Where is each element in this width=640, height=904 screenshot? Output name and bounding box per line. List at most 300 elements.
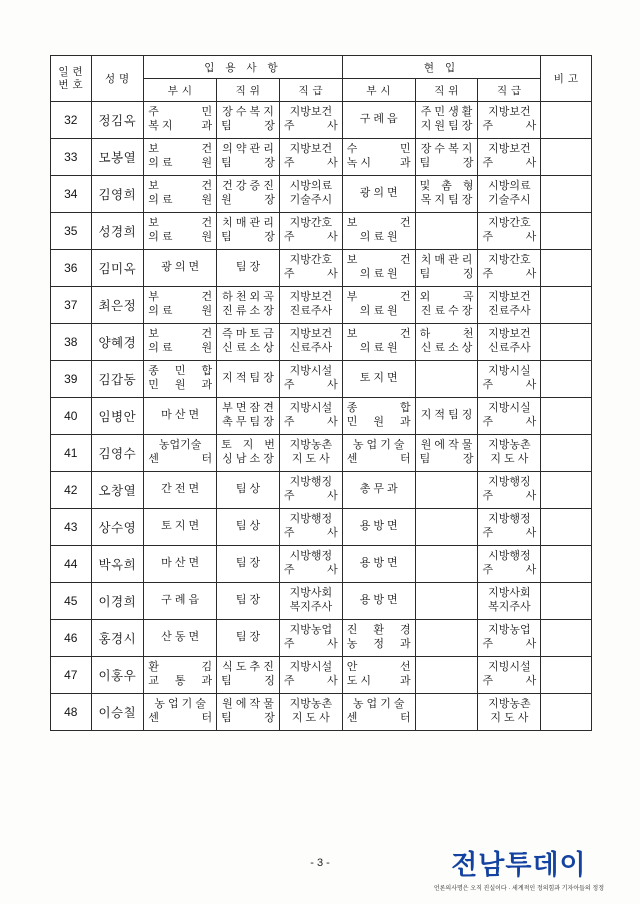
cell-after-rank bbox=[478, 324, 541, 361]
cell-after-position-content bbox=[416, 409, 478, 423]
cell-serial-no: 32 bbox=[51, 102, 92, 139]
cell-after-rank-line: 시방행정 bbox=[488, 550, 531, 563]
cell-after-position-line: 원 에 작 물 bbox=[420, 439, 473, 452]
cell-before-rank-line: 주 사 bbox=[283, 120, 338, 132]
cell-after-rank-line: 지방보건 bbox=[488, 143, 531, 156]
cell-before-rank-line: 시방행정 bbox=[289, 550, 333, 563]
cell-before-org-content bbox=[144, 520, 216, 534]
cell-after-rank-content bbox=[478, 439, 540, 467]
cell-after-position bbox=[415, 694, 478, 731]
cell-after-position bbox=[415, 213, 478, 250]
cell-name: 최은정 bbox=[91, 287, 144, 324]
cell-before-position bbox=[217, 102, 280, 139]
cell-before-position bbox=[217, 472, 280, 509]
cell-after-rank-content bbox=[478, 106, 540, 134]
cell-after-org-content bbox=[343, 439, 415, 467]
cell-after-position-content bbox=[416, 180, 478, 208]
cell-before-position bbox=[217, 361, 280, 398]
cell-before-position-line: 팀 상 bbox=[235, 483, 261, 496]
cell-name: 김갑동 bbox=[91, 361, 144, 398]
cell-name: 정김옥 bbox=[91, 102, 144, 139]
roster-table-container bbox=[50, 55, 592, 731]
cell-before-rank bbox=[279, 176, 342, 213]
cell-before-position bbox=[217, 176, 280, 213]
cell-before-position-line: 팀 장 bbox=[235, 594, 261, 607]
cell-after-rank bbox=[478, 213, 541, 250]
cell-after-org-line: 보 건 bbox=[346, 217, 411, 230]
cell-after-rank-line: 지방농업 bbox=[488, 624, 531, 637]
cell-before-org-content bbox=[144, 409, 216, 423]
cell-before-position-line: 팀 장 bbox=[221, 120, 275, 132]
cell-after-rank bbox=[478, 250, 541, 287]
cell-before-org-line: 산 동 면 bbox=[161, 631, 200, 644]
cell-after-rank-content bbox=[478, 587, 540, 615]
cell-memo bbox=[541, 398, 592, 435]
cell-before-rank-line: 주 사 bbox=[283, 416, 338, 428]
table-row bbox=[51, 213, 592, 250]
cell-before-rank-content bbox=[280, 328, 342, 356]
cell-after-rank-line: 지방행징 bbox=[488, 476, 531, 489]
cell-memo bbox=[541, 361, 592, 398]
cell-after-org-line: 민 원 과 bbox=[346, 416, 411, 428]
cell-memo bbox=[541, 546, 592, 583]
table-row bbox=[51, 324, 592, 361]
cell-before-org-line: 마 산 면 bbox=[161, 409, 200, 422]
cell-before-org-content bbox=[144, 261, 216, 275]
cell-before-position bbox=[217, 620, 280, 657]
cell-before-position-content bbox=[217, 143, 279, 171]
cell-before-org bbox=[144, 472, 217, 509]
cell-before-position-content bbox=[217, 557, 279, 571]
cell-after-org-line: 안 선 bbox=[346, 661, 411, 674]
cell-before-rank-line: 복지주사 bbox=[289, 601, 333, 613]
cell-before-position-line: 팀 장 bbox=[235, 557, 261, 570]
cell-before-position bbox=[217, 509, 280, 546]
cell-after-rank-content bbox=[478, 513, 540, 541]
cell-before-rank-content bbox=[280, 365, 342, 393]
cell-before-rank-line: 지방시설 bbox=[289, 365, 333, 378]
cell-after-rank-line: 기술주시 bbox=[488, 194, 531, 206]
cell-before-rank-line: 지 도 사 bbox=[291, 712, 330, 724]
cell-after-position-line: 하 천 bbox=[419, 328, 474, 341]
cell-before-org-line: 보 건 bbox=[148, 328, 213, 341]
cell-after-rank-line: 지방사회 bbox=[488, 587, 531, 600]
cell-before-position-line: 원 장 bbox=[221, 194, 275, 206]
table-row bbox=[51, 435, 592, 472]
header-name: 성 명 bbox=[91, 56, 144, 102]
cell-before-org bbox=[144, 139, 217, 176]
cell-before-org-line: 센 터 bbox=[148, 712, 213, 724]
cell-before-org-line: 농 업 기 술 bbox=[154, 698, 206, 711]
cell-before-position bbox=[217, 657, 280, 694]
cell-before-rank-line: 지방간호 bbox=[289, 254, 333, 267]
cell-before-rank-content bbox=[280, 143, 342, 171]
cell-after-org-content bbox=[343, 594, 415, 608]
cell-serial-no: 35 bbox=[51, 213, 92, 250]
cell-after-org bbox=[342, 435, 415, 472]
cell-before-rank bbox=[279, 213, 342, 250]
cell-name: 김미옥 bbox=[91, 250, 144, 287]
cell-after-org-content bbox=[343, 187, 415, 201]
cell-before-rank bbox=[279, 509, 342, 546]
cell-before-org-line: 민 원 과 bbox=[148, 379, 213, 391]
cell-after-org-content bbox=[343, 624, 415, 652]
cell-before-rank-line: 지방행징 bbox=[289, 476, 333, 489]
cell-name: 홍경시 bbox=[91, 620, 144, 657]
cell-before-position-line: 팀 장 bbox=[235, 261, 261, 274]
cell-after-rank-content bbox=[478, 476, 540, 504]
cell-before-position-content bbox=[217, 698, 279, 726]
cell-after-rank-line: 지방보건 bbox=[488, 106, 531, 119]
cell-before-org-line: 간 전 면 bbox=[161, 483, 200, 496]
cell-after-position bbox=[415, 546, 478, 583]
cell-before-rank bbox=[279, 620, 342, 657]
table-row bbox=[51, 287, 592, 324]
cell-memo bbox=[541, 435, 592, 472]
cell-after-org-line: 의 료 원 bbox=[359, 268, 398, 280]
cell-before-position-line: 팀 징 bbox=[221, 675, 275, 687]
cell-serial-no: 33 bbox=[51, 139, 92, 176]
cell-after-org bbox=[342, 620, 415, 657]
cell-before-org-content bbox=[144, 291, 216, 319]
cell-after-org-line: 도 시 과 bbox=[346, 675, 411, 687]
cell-before-position-content bbox=[217, 631, 279, 645]
cell-before-org-line: 광 의 면 bbox=[161, 261, 200, 274]
cell-before-rank-content bbox=[280, 550, 342, 578]
cell-after-position-line: 지 원 팀 장 bbox=[420, 120, 473, 132]
cell-before-org-line: 구 례 읍 bbox=[161, 594, 200, 607]
cell-memo bbox=[541, 139, 592, 176]
cell-after-rank-line: 지방보건 bbox=[488, 328, 531, 341]
cell-serial-no: 41 bbox=[51, 435, 92, 472]
cell-before-position-content bbox=[217, 328, 279, 356]
cell-before-rank-content bbox=[280, 476, 342, 504]
cell-before-position-line: 팀 상 bbox=[235, 520, 261, 533]
cell-before-rank-line: 주 사 bbox=[283, 490, 338, 502]
cell-before-position-line: 팀 장 bbox=[235, 631, 261, 644]
cell-before-position-line: 건 강 증 진 bbox=[222, 180, 274, 193]
table-row bbox=[51, 694, 592, 731]
cell-after-position bbox=[415, 435, 478, 472]
cell-serial-no: 34 bbox=[51, 176, 92, 213]
cell-after-position-line: 팀 장 bbox=[419, 157, 474, 169]
cell-before-rank-line: 신료주사 bbox=[289, 342, 333, 354]
cell-before-rank bbox=[279, 250, 342, 287]
cell-before-org-line: 의 료 원 bbox=[148, 231, 213, 243]
cell-before-rank-line: 시방의료 bbox=[289, 180, 333, 193]
cell-after-rank bbox=[478, 139, 541, 176]
header-group-after: 현 입 bbox=[342, 56, 541, 79]
cell-after-org-content bbox=[343, 113, 415, 127]
cell-after-rank-content bbox=[478, 698, 540, 726]
cell-after-rank-content bbox=[478, 291, 540, 319]
cell-before-org-line: 마 산 면 bbox=[161, 557, 200, 570]
cell-before-org-content bbox=[144, 180, 216, 208]
cell-after-rank-line: 지방농촌 bbox=[488, 698, 531, 711]
cell-before-rank bbox=[279, 583, 342, 620]
cell-after-org-line: 수 민 bbox=[346, 143, 411, 156]
cell-after-rank-content bbox=[478, 661, 540, 689]
cell-before-rank bbox=[279, 657, 342, 694]
cell-after-org-content bbox=[343, 328, 415, 356]
table-head bbox=[51, 56, 592, 102]
cell-before-rank bbox=[279, 287, 342, 324]
cell-name: 이승칠 bbox=[91, 694, 144, 731]
cell-after-rank bbox=[478, 620, 541, 657]
cell-before-rank bbox=[279, 398, 342, 435]
cell-before-org-line: 주 민 bbox=[148, 106, 213, 119]
cell-after-position-content bbox=[416, 254, 478, 282]
cell-after-position-line: 장 수 복 지 bbox=[420, 143, 473, 156]
cell-after-rank bbox=[478, 472, 541, 509]
cell-after-rank-line: 지방시실 bbox=[488, 365, 531, 378]
cell-before-org bbox=[144, 657, 217, 694]
table-row bbox=[51, 176, 592, 213]
cell-after-rank-line: 지방시실 bbox=[488, 402, 531, 415]
cell-before-position-line: 토 지 번 bbox=[221, 439, 275, 452]
cell-before-position bbox=[217, 546, 280, 583]
cell-after-org-line: 부 건 bbox=[346, 291, 411, 304]
cell-before-position bbox=[217, 287, 280, 324]
cell-after-rank-line: 지빙시설 bbox=[488, 661, 531, 674]
table-row bbox=[51, 583, 592, 620]
cell-after-org-content bbox=[343, 520, 415, 534]
header-serial-no bbox=[51, 56, 92, 102]
cell-after-rank bbox=[478, 398, 541, 435]
cell-after-rank-content bbox=[478, 624, 540, 652]
cell-after-rank bbox=[478, 287, 541, 324]
cell-after-rank-line: 신료주사 bbox=[488, 342, 531, 354]
cell-after-org-line: 의 료 원 bbox=[359, 231, 398, 243]
cell-before-org bbox=[144, 176, 217, 213]
cell-after-position-line: 목 지 팀 장 bbox=[420, 194, 473, 206]
cell-before-rank-content bbox=[280, 587, 342, 615]
cell-serial-no: 37 bbox=[51, 287, 92, 324]
cell-after-rank-line: 주 사 bbox=[482, 675, 537, 687]
cell-before-position bbox=[217, 250, 280, 287]
cell-after-org-line: 녹 시 과 bbox=[346, 157, 411, 169]
cell-before-rank-line: 지방보건 bbox=[289, 143, 333, 156]
cell-after-rank bbox=[478, 694, 541, 731]
cell-after-rank-content bbox=[478, 180, 540, 208]
cell-before-position-content bbox=[217, 594, 279, 608]
cell-after-rank-line: 지 도 사 bbox=[490, 453, 529, 465]
cell-before-org bbox=[144, 435, 217, 472]
table-row bbox=[51, 102, 592, 139]
cell-before-org bbox=[144, 694, 217, 731]
cell-after-position-content bbox=[416, 439, 478, 467]
cell-before-org bbox=[144, 398, 217, 435]
cell-after-org-content bbox=[343, 143, 415, 171]
cell-serial-no: 36 bbox=[51, 250, 92, 287]
cell-after-position bbox=[415, 139, 478, 176]
cell-before-org-line: 의 료 원 bbox=[148, 305, 213, 317]
cell-after-org-line: 토 지 면 bbox=[359, 372, 398, 385]
cell-serial-no: 43 bbox=[51, 509, 92, 546]
cell-after-position bbox=[415, 657, 478, 694]
cell-before-org-content bbox=[144, 328, 216, 356]
cell-before-position-line: 진 류 소 장 bbox=[222, 305, 274, 317]
cell-memo bbox=[541, 620, 592, 657]
cell-after-position-line: 진 료 수 장 bbox=[420, 305, 473, 317]
cell-memo bbox=[541, 472, 592, 509]
header-before-position: 직 위 bbox=[217, 79, 280, 102]
cell-after-org-line: 종 합 bbox=[346, 402, 411, 415]
cell-after-position bbox=[415, 287, 478, 324]
cell-before-position bbox=[217, 324, 280, 361]
cell-before-position bbox=[217, 435, 280, 472]
cell-after-org-line: 보 건 bbox=[346, 254, 411, 267]
cell-after-org-content bbox=[343, 698, 415, 726]
cell-before-rank-line: 주 사 bbox=[283, 638, 338, 650]
cell-before-position bbox=[217, 694, 280, 731]
cell-before-rank-content bbox=[280, 106, 342, 134]
cell-before-position bbox=[217, 139, 280, 176]
cell-before-position-line: 신 료 소 상 bbox=[222, 342, 274, 354]
cell-after-org-line: 의 료 원 bbox=[359, 342, 398, 354]
cell-before-org-content bbox=[144, 365, 216, 393]
cell-after-rank bbox=[478, 583, 541, 620]
cell-before-position-line: 팀 장 bbox=[221, 712, 275, 724]
header-after-rank: 직 급 bbox=[478, 79, 541, 102]
cell-before-position-line: 팀 장 bbox=[221, 231, 275, 243]
cell-before-rank-line: 지방농촌 bbox=[289, 439, 333, 452]
cell-after-rank-line: 주 사 bbox=[482, 379, 537, 391]
cell-after-rank-line: 주 사 bbox=[482, 268, 537, 280]
cell-serial-no: 42 bbox=[51, 472, 92, 509]
cell-after-rank-line: 시방의료 bbox=[488, 180, 531, 193]
cell-after-rank-line: 주 사 bbox=[482, 564, 537, 576]
cell-after-org-line: 총 무 과 bbox=[359, 483, 398, 496]
cell-name: 박옥희 bbox=[91, 546, 144, 583]
cell-before-position bbox=[217, 398, 280, 435]
cell-after-org-line: 농 업 기 술 bbox=[352, 439, 405, 452]
cell-after-org-content bbox=[343, 557, 415, 571]
cell-after-org-content bbox=[343, 372, 415, 386]
cell-before-rank-content bbox=[280, 217, 342, 245]
cell-after-rank bbox=[478, 435, 541, 472]
cell-before-position-content bbox=[217, 402, 279, 430]
cell-name: 이경희 bbox=[91, 583, 144, 620]
cell-after-rank-line: 지방농촌 bbox=[488, 439, 531, 452]
cell-before-position-content bbox=[217, 291, 279, 319]
cell-before-org-content bbox=[144, 217, 216, 245]
cell-before-org-line: 토 지 면 bbox=[161, 520, 200, 533]
cell-after-position bbox=[415, 324, 478, 361]
cell-before-org-content bbox=[144, 557, 216, 571]
cell-before-rank bbox=[279, 361, 342, 398]
cell-after-org bbox=[342, 657, 415, 694]
cell-before-org bbox=[144, 583, 217, 620]
cell-name: 임병안 bbox=[91, 398, 144, 435]
cell-before-rank bbox=[279, 472, 342, 509]
table-row bbox=[51, 250, 592, 287]
cell-before-org bbox=[144, 509, 217, 546]
cell-after-rank-content bbox=[478, 550, 540, 578]
cell-after-rank-content bbox=[478, 402, 540, 430]
cell-before-position-line: 장 수 복 지 bbox=[222, 106, 274, 119]
cell-after-org-line: 광 의 면 bbox=[359, 187, 398, 200]
cell-after-org bbox=[342, 583, 415, 620]
cell-before-org-line: 보 건 bbox=[148, 143, 213, 156]
cell-before-position bbox=[217, 583, 280, 620]
cell-after-rank-content bbox=[478, 254, 540, 282]
cell-name: 김영수 bbox=[91, 435, 144, 472]
page-number: - 3 - bbox=[310, 857, 330, 869]
cell-before-org-content bbox=[144, 661, 216, 689]
cell-before-position-line: 원 에 작 물 bbox=[222, 698, 274, 711]
cell-before-rank-line: 지방시설 bbox=[289, 402, 333, 415]
cell-after-position-content bbox=[416, 143, 478, 171]
cell-before-rank-content bbox=[280, 254, 342, 282]
cell-before-org-line: 농업기술 bbox=[158, 439, 202, 452]
cell-before-rank-line: 주 사 bbox=[283, 527, 338, 539]
cell-after-rank-line: 지방행정 bbox=[488, 513, 531, 526]
cell-before-rank-line: 주 사 bbox=[283, 268, 338, 280]
cell-after-rank bbox=[478, 657, 541, 694]
cell-after-rank-line: 복지주사 bbox=[488, 601, 531, 613]
cell-serial-no: 40 bbox=[51, 398, 92, 435]
cell-after-position bbox=[415, 398, 478, 435]
cell-after-rank-line: 주 사 bbox=[482, 638, 537, 650]
cell-after-rank-line: 주 사 bbox=[482, 527, 537, 539]
cell-before-org-content bbox=[144, 483, 216, 497]
cell-after-org bbox=[342, 694, 415, 731]
cell-before-org-line: 종 민 합 bbox=[148, 365, 213, 378]
cell-memo bbox=[541, 509, 592, 546]
cell-before-rank-line: 지방시설 bbox=[289, 661, 333, 674]
table-body bbox=[51, 102, 592, 731]
cell-before-position-line: 식 도 추 진 bbox=[222, 661, 274, 674]
cell-before-org bbox=[144, 102, 217, 139]
cell-before-rank bbox=[279, 139, 342, 176]
cell-after-org-line: 진 환 경 bbox=[346, 624, 411, 637]
cell-memo bbox=[541, 250, 592, 287]
table-row bbox=[51, 361, 592, 398]
cell-after-org bbox=[342, 102, 415, 139]
cell-before-position-line: 팀 장 bbox=[221, 157, 275, 169]
cell-name: 이홍우 bbox=[91, 657, 144, 694]
cell-before-position-content bbox=[217, 217, 279, 245]
cell-after-org-line: 용 방 면 bbox=[359, 594, 398, 607]
cell-after-rank-line: 지 도 사 bbox=[490, 712, 529, 724]
cell-after-org-line: 의 료 원 bbox=[359, 305, 398, 317]
cell-after-rank-content bbox=[478, 217, 540, 245]
cell-before-org-line: 복 지 과 bbox=[148, 120, 213, 132]
cell-before-org bbox=[144, 546, 217, 583]
cell-before-org-content bbox=[144, 143, 216, 171]
cell-before-org-content bbox=[144, 631, 216, 645]
cell-serial-no: 39 bbox=[51, 361, 92, 398]
cell-before-rank-line: 지방사회 bbox=[289, 587, 333, 600]
cell-before-position-line: 부 면 잠 견 bbox=[222, 402, 274, 415]
cell-before-org-line: 부 건 bbox=[148, 291, 213, 304]
cell-before-rank-content bbox=[280, 439, 342, 467]
cell-after-position bbox=[415, 361, 478, 398]
cell-after-org bbox=[342, 139, 415, 176]
cell-before-rank bbox=[279, 546, 342, 583]
cell-after-rank-content bbox=[478, 143, 540, 171]
cell-memo bbox=[541, 287, 592, 324]
cell-before-org-content bbox=[144, 698, 216, 726]
cell-before-org bbox=[144, 213, 217, 250]
cell-memo bbox=[541, 583, 592, 620]
cell-name: 성경희 bbox=[91, 213, 144, 250]
cell-before-position-content bbox=[217, 661, 279, 689]
cell-after-rank bbox=[478, 509, 541, 546]
cell-after-org-content bbox=[343, 217, 415, 245]
cell-memo bbox=[541, 324, 592, 361]
